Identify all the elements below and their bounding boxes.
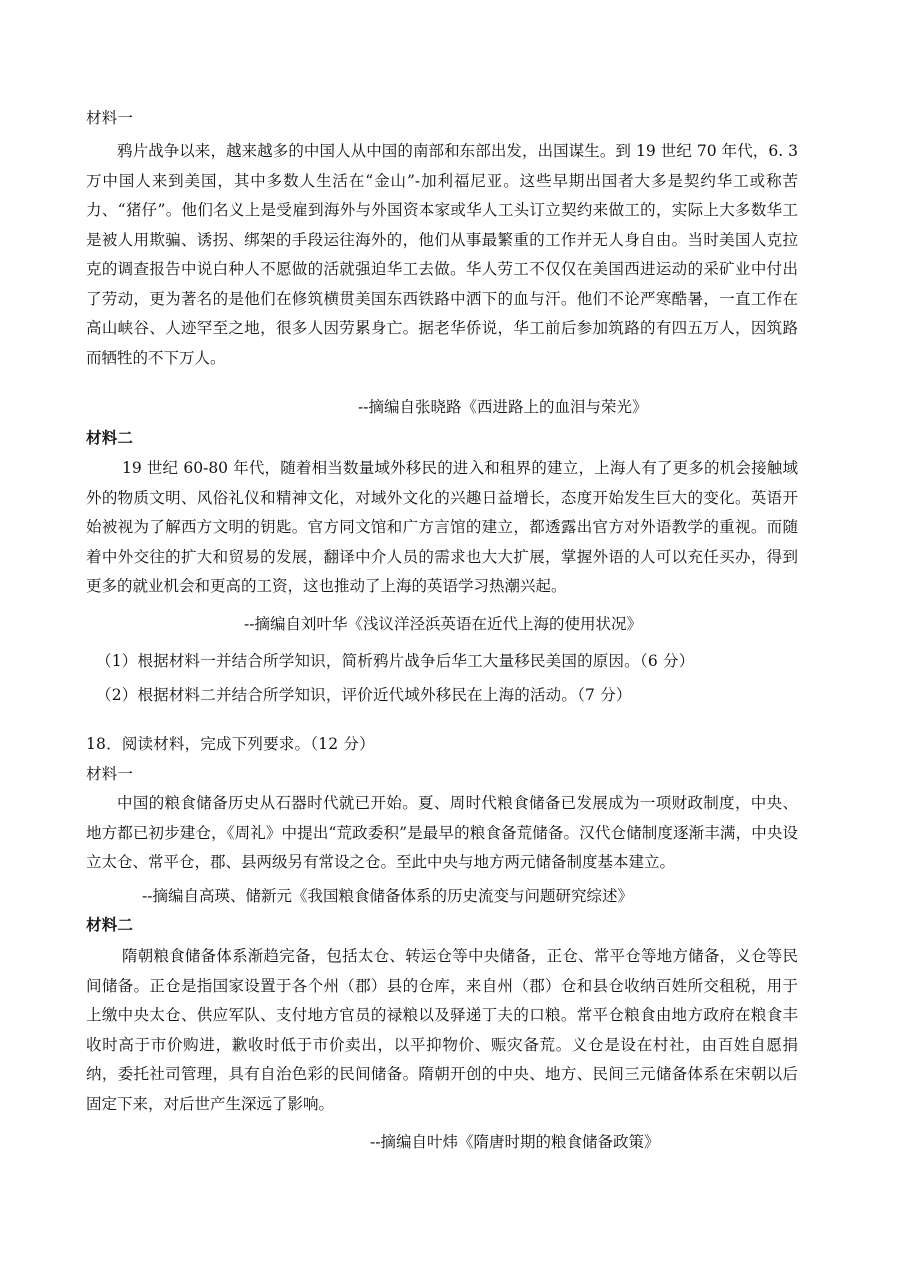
- q18-material-1-source: --摘编自高瑛、储新元《我国粮食储备体系的历史流变与问题研究综述》: [142, 887, 633, 905]
- q17-question-1: （1）根据材料一并结合所学知识，简析鸦片战争后华工大量移民美国的原因。（6 分）: [96, 652, 695, 670]
- q18-material-2-source: --摘编自叶炜《隋唐时期的粮食储备政策》: [370, 1133, 660, 1151]
- q17-material-2-text: 19 世纪 60-80 年代，随着相当数量域外移民的进入和租界的建立，上海人有了更多的机会接触域外的物质文明、风俗礼仪和精神文化，对域外文化的兴趣日益增长，态度开始发生巨大的变化。英语开始被视为了解西方文明的钥匙。官方同文馆和广方言馆的建立，都透露出官方对外语教学的重视。而随着中外交往的扩大和贸易的发展，翻译中介人员的需求也大大扩展，掌握外语的人可以充任买办，得到更多的就业机会和更高的工资，这也推动了上海的英语学习热潮兴起。: [86, 459, 798, 595]
- q17-question-2: （2）根据材料二并结合所学知识，评价近代域外移民在上海的活动。（7 分）: [96, 686, 632, 704]
- q18-material-2-label: 材料二: [86, 915, 134, 934]
- q17-material-1-label: 材料一: [86, 109, 134, 127]
- q18-material-2-text: 隋朝粮食储备体系渐趋完备，包括太仓、转运仓等中央储备，正仓、常平仓等地方储备，义仓等民间储备。正仓是指国家设置于各个州（郡）县的仓库，来自州（郡）仓和县仓收纳百姓所交租税，用于上缴中央太仓、供应军队、支付地方官员的禄粮以及驿递丁夫的口粮。常平仓粮食由地方政府在粮食丰收时高于市价购进，歉收时低于市价卖出，以平抑物价、赈灾备荒。义仓是设在村社，由百姓自愿捐纳，委托社司管理，具有自治色彩的民间储备。隋朝开创的中央、地方、民间三元储备体系在宋朝以后固定下来，对后世产生深远了影响。: [86, 947, 798, 1113]
- q18-material-1-label: 材料一: [86, 765, 134, 783]
- q17-material-1-source: --摘编自张晓路《西进路上的血泪与荣光》: [358, 398, 648, 416]
- q17-material-2-label: 材料二: [86, 428, 134, 447]
- q18-heading: 18．阅读材料，完成下列要求。（12 分）: [86, 735, 375, 753]
- q17-material-1-text: 鸦片战争以来，越来越多的中国人从中国的南部和东部出发，出国谋生。到 19 世纪 70 年代，6. 3 万中国人来到美国，其中多数人生活在“金山”-加利福尼亚。这些早期出国者大多是契约华工或称苦力、“猪仔”。他们名义上是受雇到海外与外国资本家或华人工头订立契约来做工的，实际上大多数华工是被人用欺骗、诱拐、绑架的手段运往海外的，他们从事最繁重的工作并无人身自由。当时美国人克拉克的调查报告中说白种人不愿做的活就强迫华工去做。华人劳工不仅仅在美国西进运动的采矿业中付出了劳动，更为著名的是他们在修筑横贯美国东西铁路中洒下的血与汗。他们不论严寒酷暑，一直工作在高山峡谷、人迹罕至之地，很多人因劳累身亡。据老华侨说，华工前后参加筑路的有四五万人，因筑路而牺牲的不下万人。: [86, 142, 798, 367]
- q17-material-2-source: --摘编自刘叶华《浅议洋泾浜英语在近代上海的使用状况》: [244, 615, 642, 633]
- q18-material-1-text: 中国的粮食储备历史从石器时代就已开始。夏、周时代粮食储备已发展成为一项财政制度，中央、地方都已初步建仓，《周礼》中提出“荒政委积”是最早的粮食备荒储备。汉代仓储制度逐渐丰满，中央设立太仓、常平仓，郡、县两级另有常设之仓。至此中央与地方两元储备制度基本建立。: [86, 794, 798, 871]
